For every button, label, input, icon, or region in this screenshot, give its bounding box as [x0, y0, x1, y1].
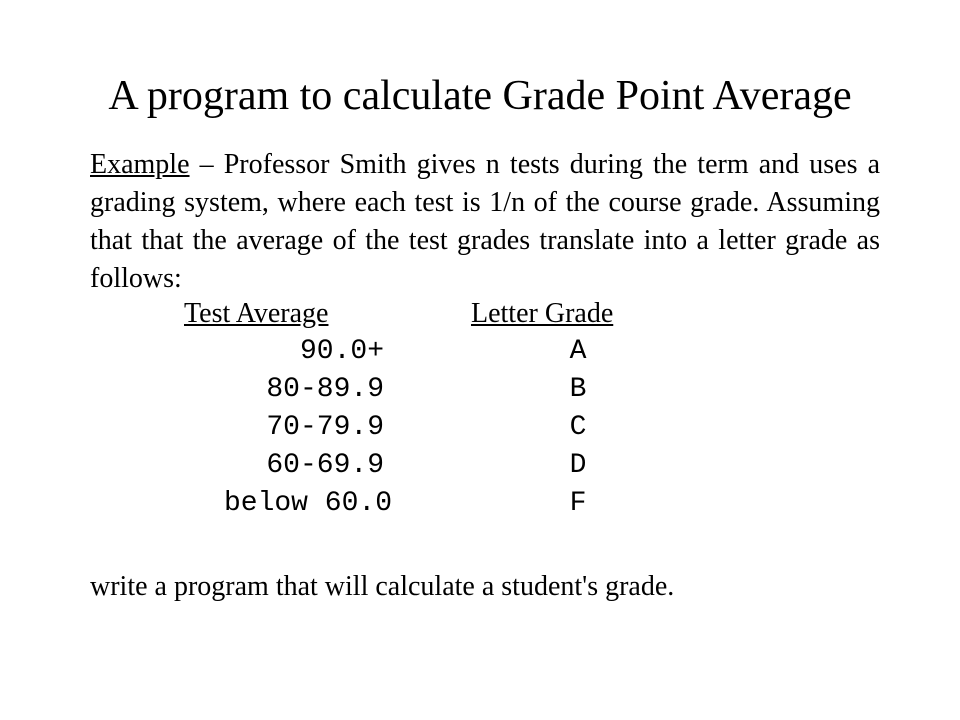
- task-statement: write a program that will calculate a student's grade.: [90, 571, 675, 602]
- test-average-value: 70-79.9: [266, 412, 384, 443]
- header-letter-grade: Letter Grade: [471, 298, 614, 329]
- grade-row: [0, 333, 960, 371]
- example-text: – Professor Smith gives n tests during the term and uses a grading system, where each test is 1/n of the course grade. Assuming that that the average of the test grades translate into a letter grade as follows:: [90, 149, 880, 294]
- grade-row: [0, 485, 960, 523]
- test-average-value: 90.0+: [299, 336, 384, 367]
- test-average-value: 80-89.9: [266, 374, 384, 405]
- example-paragraph: [90, 146, 880, 298]
- letter-grade-value: B: [569, 374, 587, 405]
- test-average-value: 60-69.9: [266, 450, 384, 481]
- letter-grade-value: F: [569, 488, 587, 519]
- test-average-value: below 60.0: [223, 488, 392, 519]
- letter-grade-value: A: [569, 336, 587, 367]
- grade-row: [0, 409, 960, 447]
- grade-row: [0, 371, 960, 409]
- grade-row: [0, 447, 960, 485]
- letter-grade-value: C: [569, 412, 587, 443]
- header-test-average: Test Average: [184, 298, 329, 329]
- letter-grade-value: D: [569, 450, 587, 481]
- example-label: Example: [90, 149, 190, 180]
- slide-title: A program to calculate Grade Point Average: [108, 73, 852, 119]
